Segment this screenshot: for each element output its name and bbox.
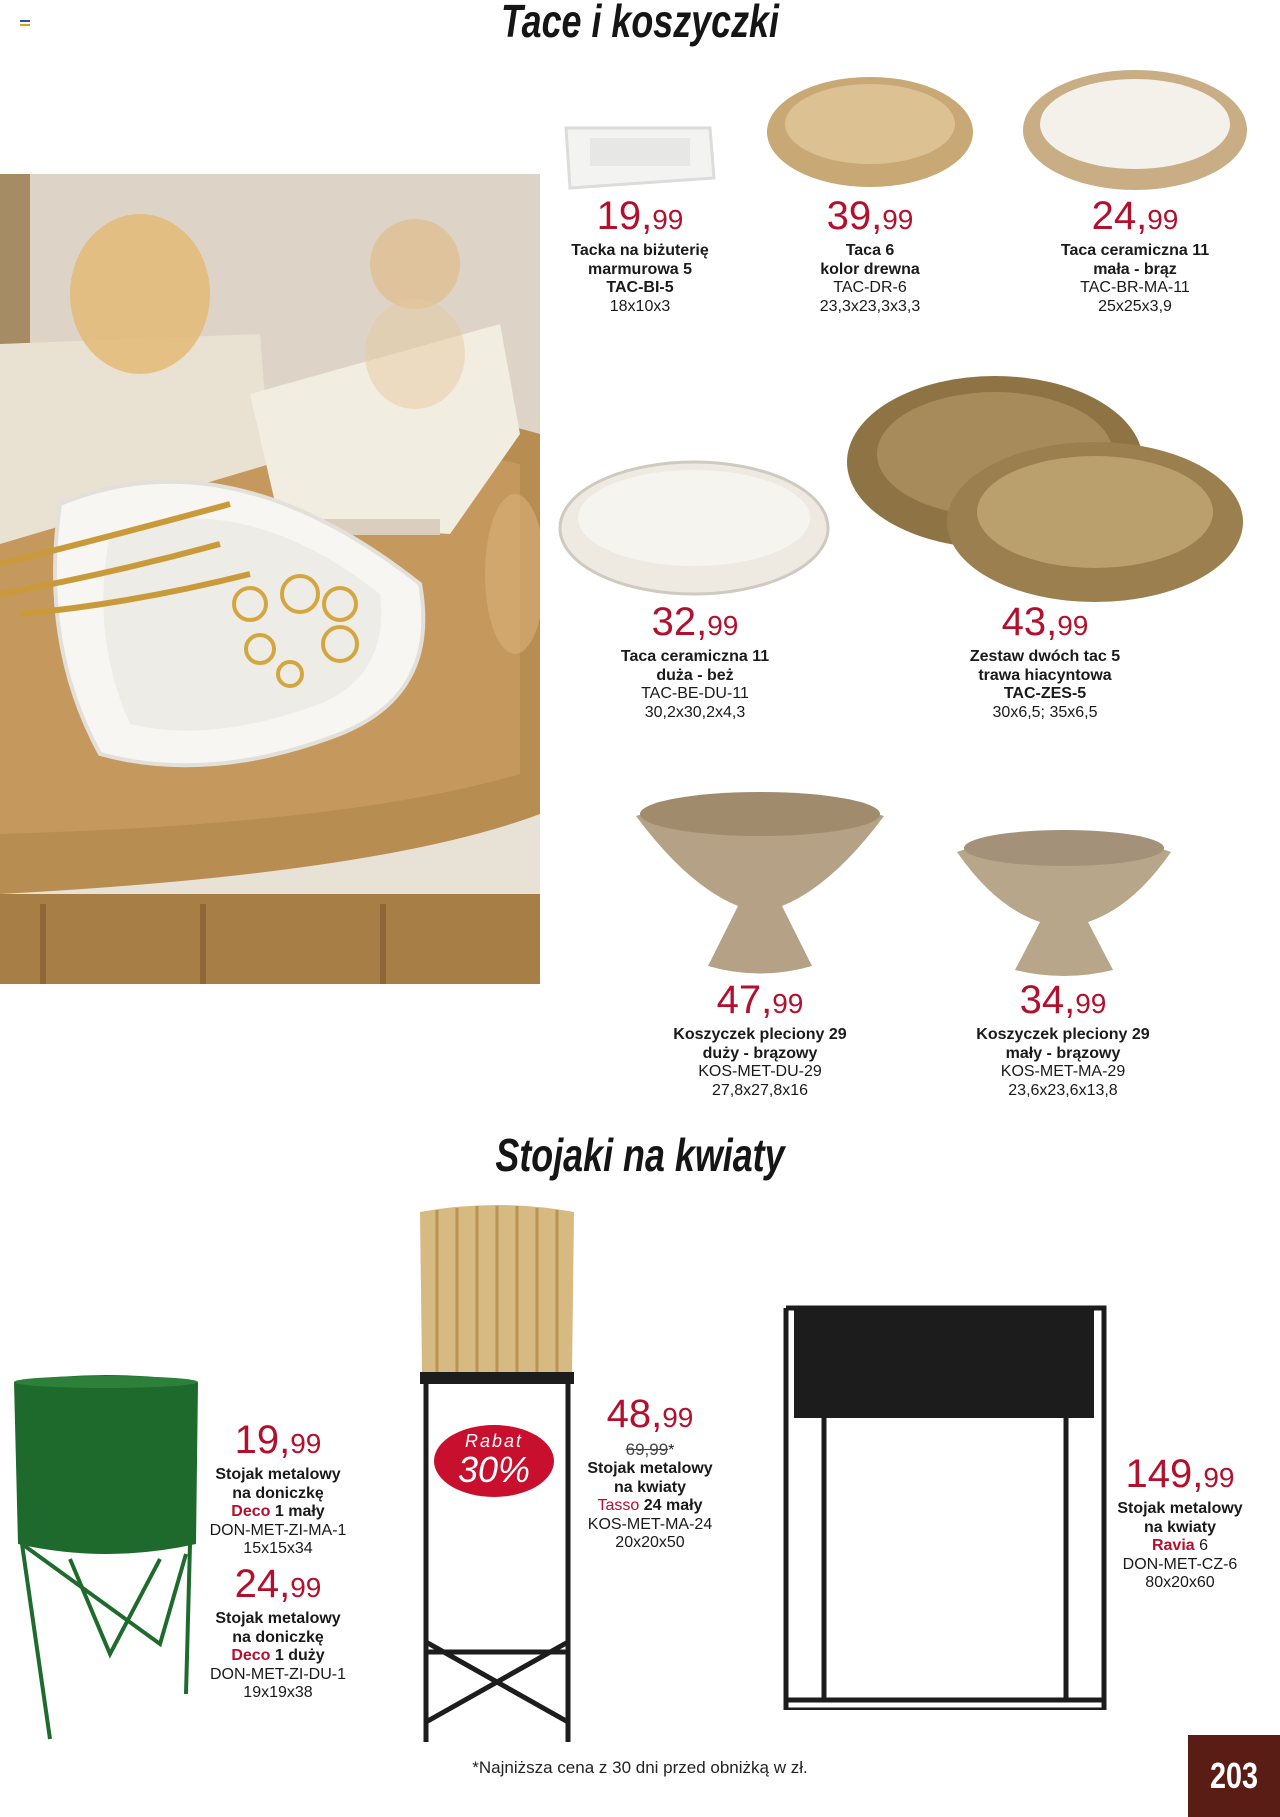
section-heading-stands: Stojaki na kwiaty	[495, 1129, 785, 1181]
price: 19,99	[234, 1418, 322, 1462]
tray-ceramic-large-image	[558, 458, 830, 598]
product-tac-br-ma-11	[1030, 194, 1240, 316]
product-tac-zes-5	[940, 600, 1150, 722]
product-code: KOS-MET-DU-29	[698, 1063, 822, 1080]
badge-label: Rabat	[464, 1431, 524, 1451]
product-name: Tacka na biżuterię	[571, 242, 709, 259]
product-code: KOS-MET-MA-24	[587, 1515, 713, 1533]
discount-badge	[434, 1425, 554, 1497]
price: 47,99	[716, 978, 804, 1022]
product-tac-be-du-11	[590, 600, 800, 722]
product-dims: 23,3x23,3x3,3	[819, 297, 921, 315]
price: 48,99	[606, 1392, 694, 1436]
product-don-met-zi-du-1	[188, 1562, 368, 1703]
product-name: Zestaw dwóch tac 5	[969, 648, 1121, 665]
product-name: na doniczkę	[232, 1484, 324, 1502]
product-series: Deco 1 mały	[231, 1503, 325, 1520]
product-dims: 27,8x27,8x16	[711, 1081, 809, 1099]
product-name: mała - brąz	[1093, 260, 1177, 278]
product-don-met-cz-6	[1085, 1452, 1275, 1593]
product-code: KOS-MET-MA-29	[1000, 1063, 1126, 1080]
product-dims: 30,2x30,2x4,3	[644, 703, 746, 721]
product-code: TAC-ZES-5	[1003, 685, 1087, 702]
tray-marble-image	[560, 108, 720, 200]
product-code: TAC-BE-DU-11	[641, 685, 749, 702]
product-dims: 20x20x50	[615, 1534, 685, 1551]
product-name: Taca ceramiczna 11	[1060, 242, 1210, 259]
product-name: duża - beż	[656, 666, 734, 684]
product-name: mały - brązowy	[1005, 1044, 1121, 1062]
price: 24,99	[1091, 194, 1179, 238]
price: 32,99	[651, 600, 739, 644]
old-price: 69,99*	[625, 1440, 675, 1459]
product-name: Stojak metalowy	[215, 1466, 341, 1483]
price: 34,99	[1019, 978, 1107, 1022]
product-code: TAC-BR-MA-11	[1080, 279, 1190, 296]
price: 149,99	[1125, 1452, 1235, 1496]
product-code: DON-MET-CZ-6	[1122, 1555, 1238, 1573]
product-name: trawa hiacyntowa	[978, 666, 1112, 684]
product-code: DON-MET-ZI-MA-1	[209, 1521, 347, 1539]
product-name: Koszyczek pleciony 29	[976, 1026, 1150, 1043]
green-plant-stand-image	[10, 1374, 202, 1744]
product-name: duży - brązowy	[702, 1044, 818, 1062]
product-name: marmurowa 5	[587, 260, 693, 278]
product-code: TAC-DR-6	[833, 279, 907, 296]
product-name: Koszyczek pleciony 29	[673, 1026, 847, 1043]
product-series: Tasso 24 mały	[597, 1497, 703, 1514]
basket-small-image	[953, 812, 1175, 977]
product-series: Deco 1 duży	[231, 1647, 325, 1664]
product-dims: 19x19x38	[243, 1684, 313, 1701]
product-kos-met-ma-29	[958, 978, 1168, 1100]
black-console-stand-image	[780, 1300, 1110, 1710]
product-name: kolor drewna	[820, 260, 920, 278]
product-tac-bi-5	[550, 194, 730, 316]
product-code: TAC-BI-5	[606, 279, 674, 296]
tray-wood-image	[765, 72, 975, 197]
product-dims: 23,6x23,6x13,8	[1008, 1081, 1118, 1099]
product-kos-met-ma-24	[560, 1392, 740, 1553]
product-dims: 25x25x3,9	[1098, 297, 1172, 315]
corner-flag-icon	[20, 20, 30, 26]
product-series: Ravia 6	[1151, 1537, 1209, 1554]
product-name: na kwiaty	[1143, 1518, 1217, 1536]
product-kos-met-du-29	[655, 978, 865, 1100]
product-don-met-zi-ma-1	[188, 1418, 368, 1559]
badge-value: 30%	[457, 1449, 531, 1490]
tray-ceramic-small-image	[1020, 66, 1250, 196]
product-tac-dr-6	[770, 194, 970, 316]
product-code: DON-MET-ZI-DU-1	[210, 1665, 346, 1683]
product-name: na kwiaty	[613, 1478, 687, 1496]
product-dims: 15x15x34	[243, 1540, 313, 1557]
price: 19,99	[596, 194, 684, 238]
product-name: Taca ceramiczna 11	[620, 648, 770, 665]
price: 43,99	[1001, 600, 1089, 644]
product-name: Stojak metalowy	[587, 1460, 713, 1477]
product-name: na doniczkę	[232, 1628, 324, 1646]
footnote: *Najniższa cena z 30 dni przed obniżką w zł.	[472, 1758, 808, 1777]
product-dims: 30x6,5; 35x6,5	[992, 703, 1098, 721]
page-number: 203	[1188, 1735, 1280, 1817]
product-name: Stojak metalowy	[1117, 1500, 1243, 1517]
product-dims: 18x10x3	[609, 297, 671, 315]
basket-large-image	[632, 776, 888, 976]
price: 39,99	[826, 194, 914, 238]
lifestyle-photo	[0, 174, 540, 984]
section-heading-trays: Tace i koszyczki	[501, 0, 779, 47]
product-name: Stojak metalowy	[215, 1610, 341, 1627]
tray-grass-set-image	[845, 372, 1245, 604]
product-dims: 80x20x60	[1145, 1574, 1215, 1591]
price: 24,99	[234, 1562, 322, 1606]
product-name: Taca 6	[845, 242, 895, 259]
